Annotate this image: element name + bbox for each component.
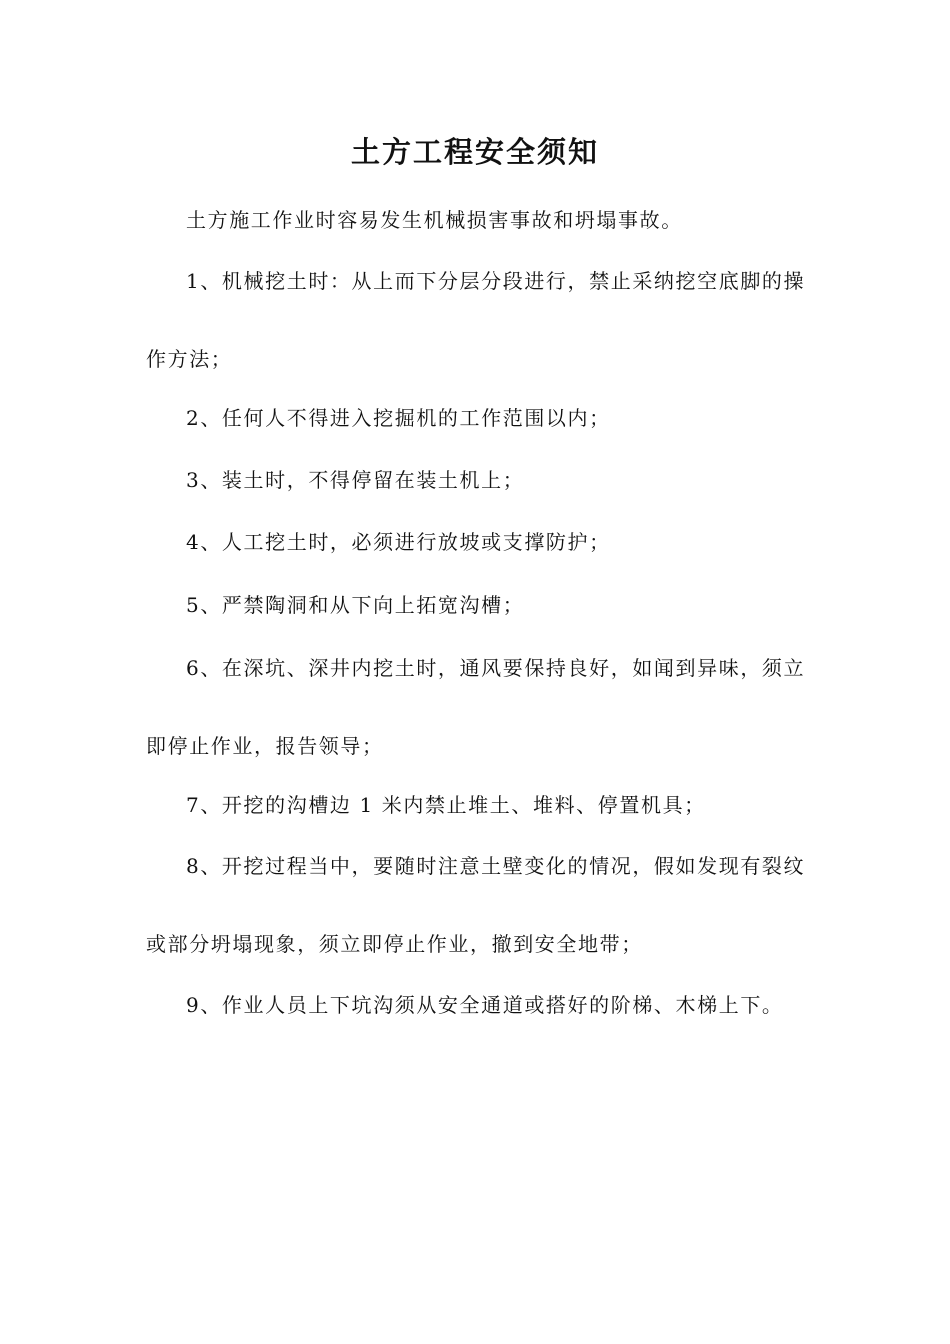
safety-item-4: 4、人工挖土时，必须进行放坡或支撑防护； xyxy=(186,530,611,554)
safety-item-9: 9、作业人员上下坑沟须从安全通道或搭好的阶梯、木梯上下。 xyxy=(186,993,784,1017)
safety-item-5: 5、严禁陶洞和从下向上拓宽沟槽； xyxy=(186,593,525,617)
intro-paragraph: 土方施工作业时容易发生机械损害事故和坍塌事故。 xyxy=(186,208,683,232)
safety-item-2: 2、任何人不得进入挖掘机的工作范围以内； xyxy=(186,406,611,430)
safety-item-7: 7、开挖的沟槽边 1 米内禁止堆土、堆料、停置机具； xyxy=(186,793,706,817)
safety-item-8: 8、开挖过程当中，要随时注意土壁变化的情况，假如发现有裂纹或部分坍塌现象，须立即停止作业，撤到安全地带； xyxy=(146,854,806,956)
safety-item-3: 3、装土时，不得停留在装土机上； xyxy=(186,468,525,492)
document-title: 土方工程安全须知 xyxy=(350,135,599,169)
safety-item-1: 1、机械挖土时：从上而下分层分段进行，禁止采纳挖空底脚的操作方法； xyxy=(146,269,806,371)
safety-item-6: 6、在深坑、深井内挖土时，通风要保持良好，如闻到异味，须立即停止作业，报告领导； xyxy=(146,656,806,758)
